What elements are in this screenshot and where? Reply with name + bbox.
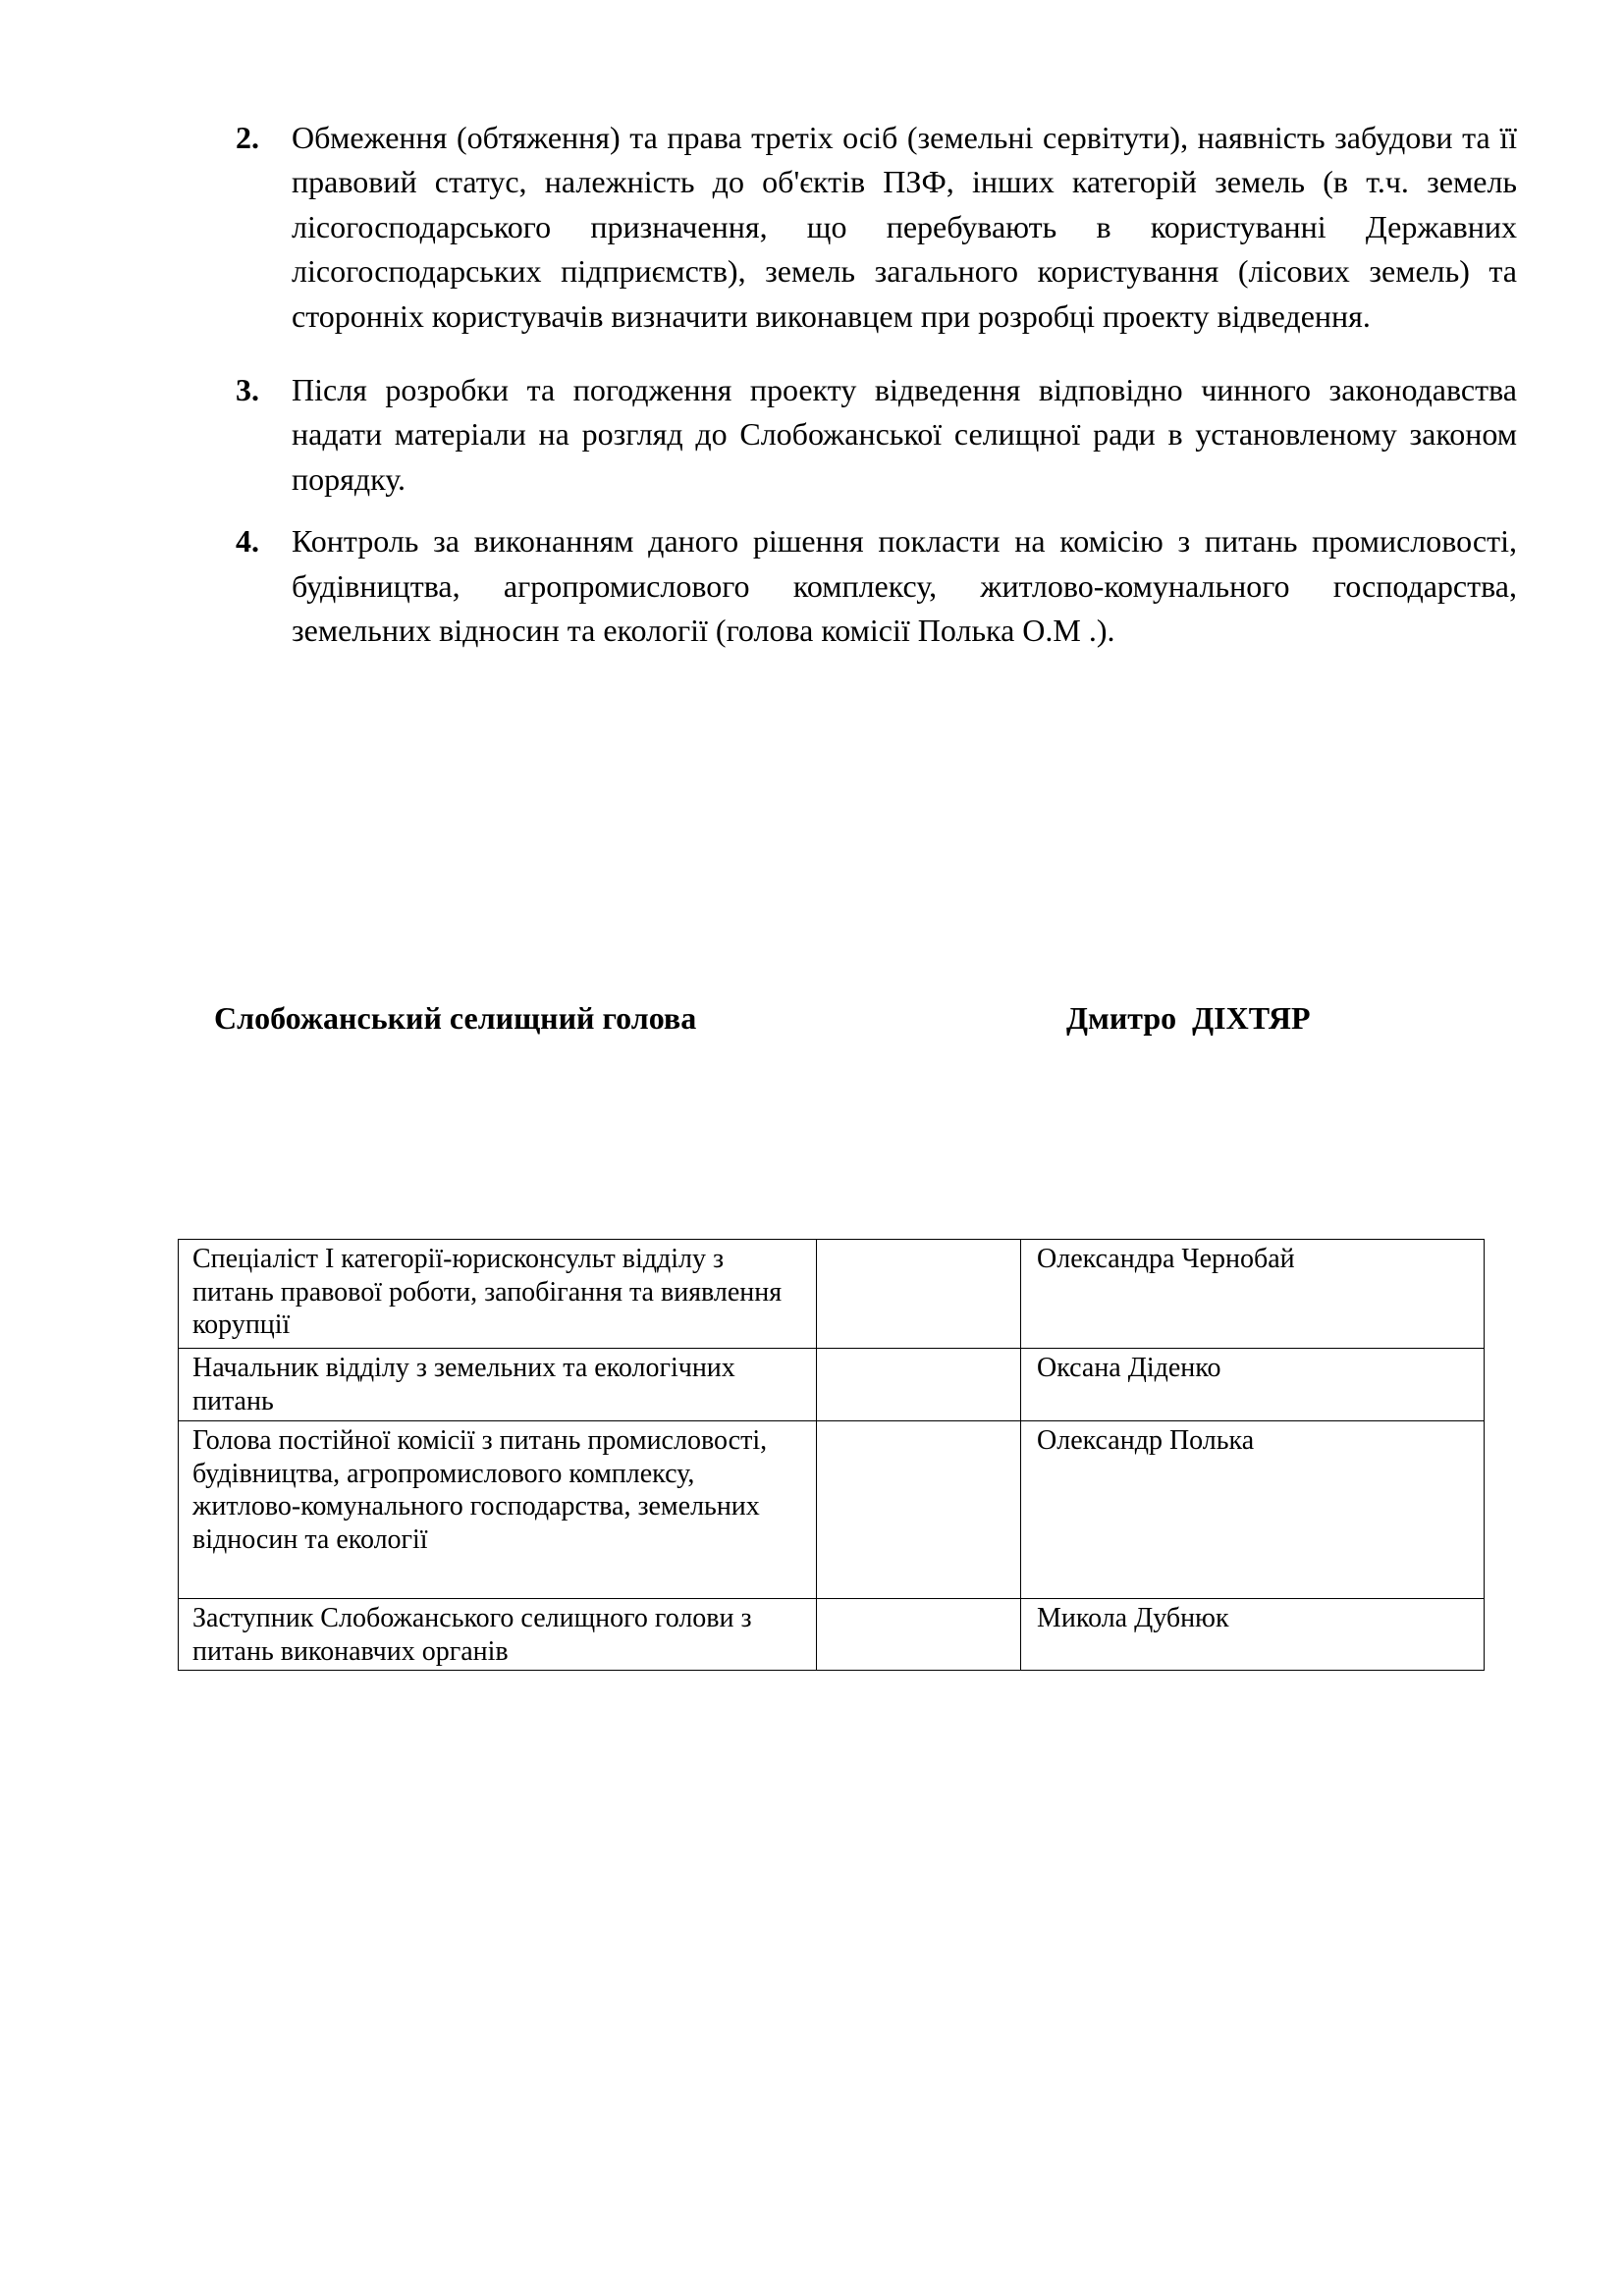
official-name: Оксана Діденко [1037, 1353, 1221, 1383]
position-text: Спеціаліст І категорії-юрисконсульт відділу з питань правової роботи, запобігання та виявлення корупції [192, 1244, 783, 1341]
numbered-list [236, 116, 1517, 653]
list-item-number: 2. [236, 120, 259, 155]
signatory-title: Слобожанський селищний голова [214, 1000, 697, 1036]
table-row [179, 1240, 1485, 1349]
list-item [236, 368, 1517, 502]
list-item-number: 3. [236, 372, 259, 408]
list-item [236, 116, 1517, 339]
list-item [236, 519, 1517, 653]
name-cell [1021, 1240, 1485, 1349]
list-item-text: Після розробки та погодження проекту відведення відповідно чинного законодавства надати матеріали на розгляд до Слобожанської селищної ради в установленому законом порядку. [292, 372, 1517, 497]
list-item-number: 4. [236, 523, 259, 560]
list-item-text: Обмеження (обтяження) та права третіх осіб (земельні сервітути), наявність забудови та її правовий статус, належність до об'єктів ПЗФ, інших категорій земель (в т.ч. земель лісогосподарського призначення, що перебувають в користуванні Державних лісогосподарських підприємств), земель загального користування (лісових земель) та сторонніх користувачів визначити виконавцем при розробці проекту відведення. [292, 120, 1517, 334]
position-text: Начальник відділу з земельних та екологічних питань [192, 1353, 735, 1416]
position-text: Заступник Слобожанського селищного голови з питань виконавчих органів [192, 1603, 752, 1667]
list-item-text: Контроль за виконанням даного рішення покласти на комісію з питань промисловості, будівництва, агропромислового комплексу, житлово-комунального господарства, земельних відносин та екології (голова комісії Полька О.М .). [292, 523, 1517, 649]
table-row [179, 1349, 1485, 1421]
table-row [179, 1421, 1485, 1599]
name-cell [1021, 1349, 1485, 1421]
signature-cell [817, 1599, 1021, 1671]
official-name: Олександра Чернобай [1037, 1244, 1295, 1274]
position-cell [179, 1240, 817, 1349]
official-name: Олександр Полька [1037, 1425, 1255, 1456]
position-cell [179, 1421, 817, 1599]
official-name: Микола Дубнюк [1037, 1603, 1229, 1633]
signature-cell [817, 1421, 1021, 1599]
name-cell [1021, 1599, 1485, 1671]
position-cell [179, 1349, 817, 1421]
signature-cell [817, 1349, 1021, 1421]
position-cell [179, 1599, 817, 1671]
signatory-name: Дмитро ДІХТЯР [1066, 1000, 1311, 1036]
position-text: Голова постійної комісії з питань промисловості, будівництва, агропромислового комплексу, житлово-комунального господарства, земельних відносин та екології [192, 1425, 768, 1555]
signature-cell [817, 1240, 1021, 1349]
table-row [179, 1599, 1485, 1671]
name-cell [1021, 1421, 1485, 1599]
approval-table [178, 1239, 1485, 1671]
